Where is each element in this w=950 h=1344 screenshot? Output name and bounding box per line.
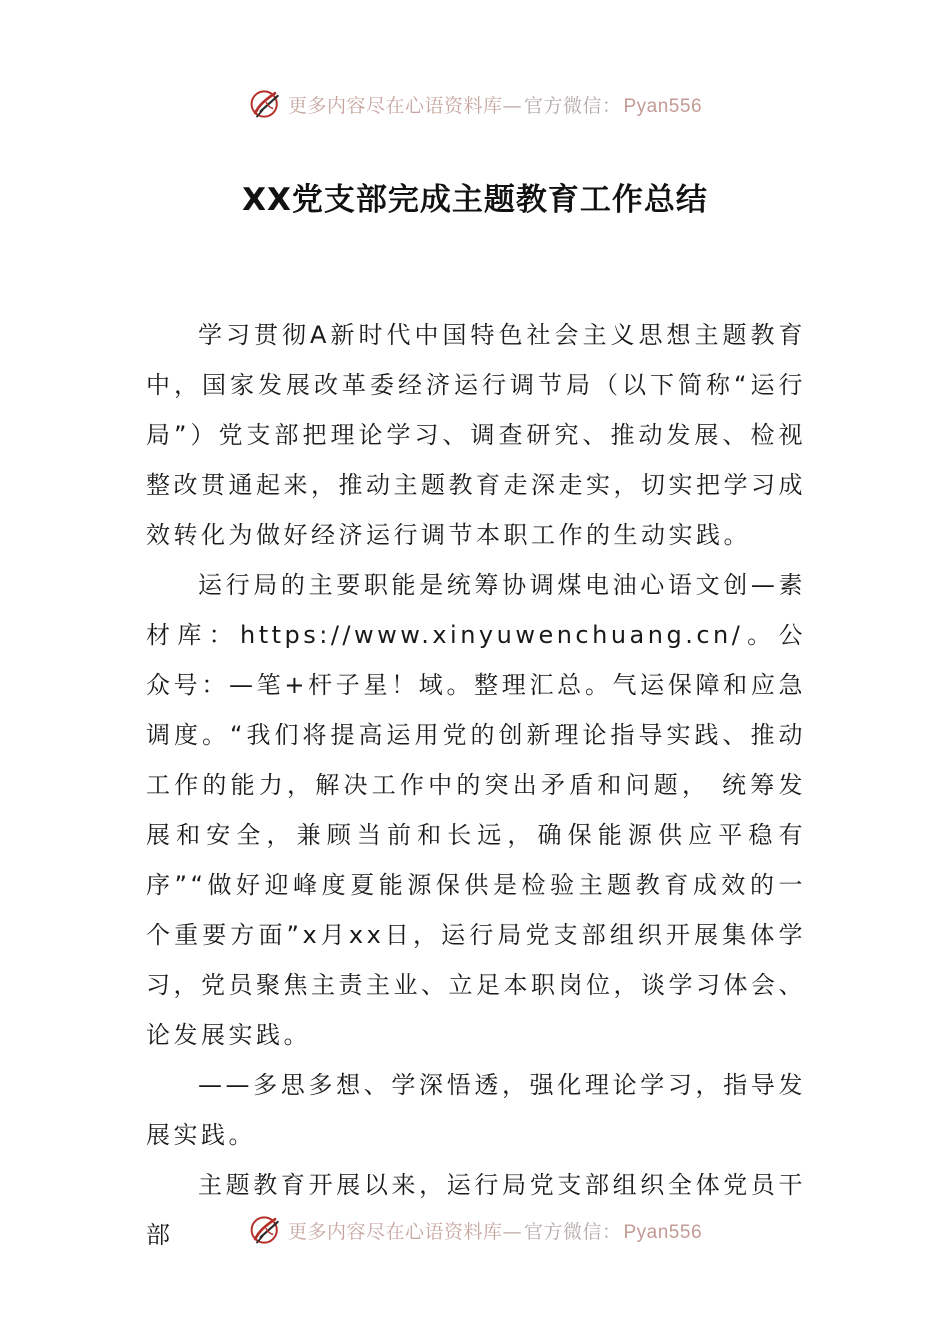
watermark-label bbox=[288, 1217, 702, 1244]
watermark-dash: — bbox=[502, 94, 522, 117]
paragraph-4: 主题教育开展以来，运行局党支部组织全体党员干部 bbox=[146, 1171, 806, 1249]
watermark-text: 更多内容尽在心语资料库 bbox=[287, 1220, 503, 1243]
watermark-text: 更多内容尽在心语资料库 bbox=[287, 94, 503, 117]
document-title: XX党支部完成主题教育工作总结 bbox=[242, 182, 708, 218]
document-body bbox=[146, 310, 806, 1260]
paragraph-1: 学习贯彻A新时代中国特色社会主义思想主题教育中，国家发展改革委经济运行调节局（以下简称“运行局”）党支部把理论学习、调查研究、推动发展、检视整改贯通起来，推动主题教育走深走实，切实把学习成效转化为做好经济运行调节本职工作的生动实践。 bbox=[146, 321, 806, 549]
watermark-label bbox=[288, 91, 702, 118]
pen-logo-icon bbox=[248, 1212, 284, 1248]
paragraph-2: 运行局的主要职能是统筹协调煤电油心语文创—素材库：https://www.xinyuwenchuang.cn/。公众号：—笔+杆子星！域。整理汇总。气运保障和应急调度。“我们将提高运用党的创新理论指导实践、推动工作的能力，解决工作中的突出矛盾和问题， 统筹发展和安全，兼顾当前和长远，确保能源供应平稳有序”“做好迎峰度夏能源保供是检验主题教育成效的一个重要方面”x月xx日，运行局党支部组织开展集体学习，党员聚焦主责主业、立足本职岗位，谈学习体会、论发展实践。 bbox=[146, 571, 806, 1049]
watermark-wechat-id: Pyan556 bbox=[623, 95, 703, 117]
watermark-dash: — bbox=[502, 1220, 522, 1243]
pen-logo-icon bbox=[248, 86, 284, 122]
header-watermark bbox=[0, 84, 950, 124]
paragraph-3: ——多思多想、学深悟透，强化理论学习，指导发展实践。 bbox=[146, 1071, 806, 1149]
watermark-wechat-id: Pyan556 bbox=[623, 1221, 703, 1243]
watermark-wechat-label: 官方微信： bbox=[523, 94, 622, 117]
footer-watermark bbox=[0, 1210, 950, 1250]
watermark-wechat-label: 官方微信： bbox=[523, 1220, 622, 1243]
